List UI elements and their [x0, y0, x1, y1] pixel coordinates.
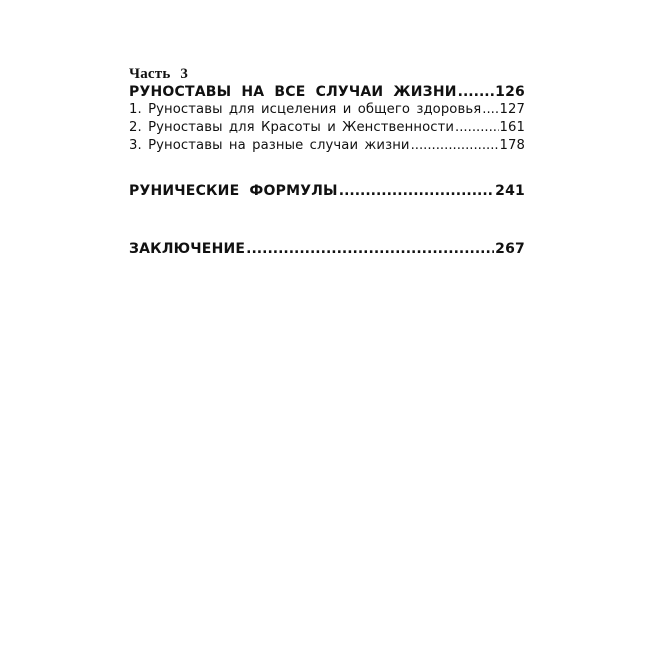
toc-entry-section-2 [129, 119, 525, 137]
toc-entry-title: 2. Руноставы для Красоты и Женственности [129, 120, 455, 135]
toc-entry-page: 126 [495, 84, 525, 100]
spacer [129, 200, 525, 240]
dot-leader [246, 240, 494, 258]
toc-entry-page: 241 [495, 183, 525, 199]
toc-entry-title: ЗАКЛЮЧЕНИЕ [129, 241, 246, 257]
toc-entry-formulas [129, 182, 525, 200]
dot-leader [455, 119, 498, 137]
table-of-contents [129, 66, 525, 258]
dot-leader [339, 182, 494, 200]
part-label: Часть 3 [129, 66, 189, 82]
toc-entry-page: 161 [499, 120, 525, 135]
toc-entry-section-3 [129, 137, 525, 155]
toc-entry-conclusion [129, 240, 525, 258]
toc-entry-section-1 [129, 101, 525, 119]
toc-entry-title: РУНОСТАВЫ НА ВСЕ СЛУЧАИ ЖИЗНИ [129, 84, 457, 100]
dot-leader [458, 83, 495, 101]
toc-entry-part-title [129, 83, 525, 101]
toc-entry-title: РУНИЧЕСКИЕ ФОРМУЛЫ [129, 183, 338, 199]
spacer [129, 155, 525, 182]
toc-entry-title: 3. Руноставы на разные случаи жизни [129, 138, 410, 153]
toc-entry-page: 127 [499, 102, 525, 117]
toc-entry-title: 1. Руноставы для исцеления и общего здоровья [129, 102, 482, 117]
toc-entry-page: 267 [495, 241, 525, 257]
toc-entry-page: 178 [499, 138, 525, 153]
dot-leader [411, 137, 499, 155]
dot-leader [482, 101, 498, 119]
